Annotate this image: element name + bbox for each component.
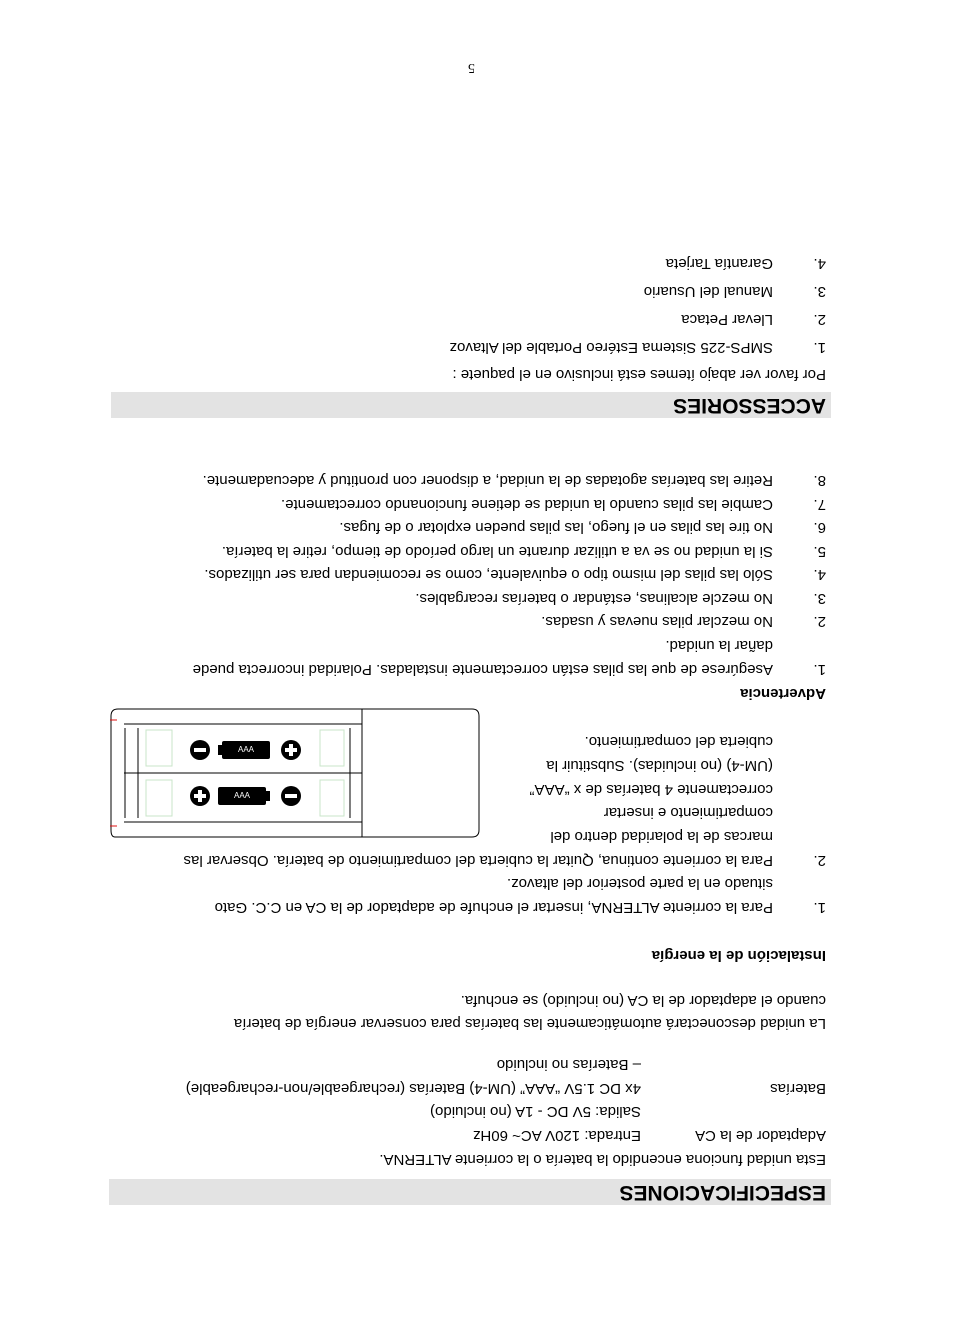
power-step1-number: 1. (813, 899, 826, 916)
warning-item-3-text: No mezcle alcalinas, estándar o baterías recargables. (415, 590, 773, 607)
battery-marking: AAA (237, 745, 255, 754)
warning-heading: Advertencia (740, 685, 826, 702)
warning-item-5-text: Si la unidad no se va a utilizar durante un largo período de tiempo, retire la batería. (221, 543, 773, 560)
warning-item-3-number: 3. (813, 590, 826, 607)
power-step2-line6: cubierta del compartimiento. (584, 733, 773, 750)
power-step2-line5: (UM-4) (no incluidas). Substituir la (546, 757, 773, 774)
accessories-heading: ACCESSORIES (673, 394, 826, 417)
warning-item-6-text: No tire las pilas en el fuego, las pilas pueden explotar o de fugas. (339, 519, 773, 536)
accessories-intro: Por favor ver abajo ítemes está inclusivo en el paquete : (452, 366, 826, 383)
warning-item-5-number: 5. (813, 543, 826, 560)
battery-marking: AAA (233, 791, 251, 800)
power-step1-line2: situado en la parte posterior del altavoz. (507, 875, 773, 892)
power-step2-line2: marcas de la polaridad dentro del (550, 828, 773, 845)
power-step1-line1: Para la corriente ALTERNA, insertar el enchufe de adaptador de la CA en C.C. Gato (214, 899, 773, 916)
accessory-2-text: Llevar Petaca (681, 311, 773, 328)
accessory-2-number: 2. (813, 311, 826, 328)
specs-note-line2: cuando el adaptador de la CA (no incluido) se enchufa. (460, 992, 826, 1009)
specs-note-line1: La unidad desconectará automáticamente las baterías para conservar energía de batería (233, 1015, 826, 1032)
aaa-battery-icon (218, 787, 270, 805)
warning-item-2-text: No mezclar pilas nuevas y usadas. (541, 613, 773, 630)
warning-item-4-text: Sólo las pilas del mismo tipo o equivalente, como se recomiendan para ser utilizados. (204, 566, 773, 583)
battery-compartment-diagram (110, 708, 480, 838)
warning-item-4-number: 4. (813, 566, 826, 583)
aaa-battery-icon (218, 741, 270, 759)
specs-intro: Esta unidad funciona encendido la batería o la corriente ALTERNA. (379, 1151, 826, 1168)
accessory-3-text: Manual del Usuario (643, 283, 773, 300)
warning-item-7-text: Cambie las pilas cuando la unidad se detiene funcionando correctamente. (281, 496, 773, 513)
warning-item-8-number: 8. (813, 472, 826, 489)
battery-label: Baterías (770, 1080, 826, 1097)
warning-item-7-number: 7. (813, 496, 826, 513)
battery-spec-line1: 4x DC 1.5V “AAA” (UM-4) Baterías (rechargeable/non-rechargeable) (185, 1080, 641, 1097)
power-step2-number: 2. (813, 852, 826, 869)
accessory-4-text: Garantía Tarjeta (665, 255, 773, 272)
page-number: 5 (468, 60, 475, 75)
warning-item-1-line2: dañar la unidad. (665, 637, 773, 654)
ac-adapter-output: Salida: 5V DC - 1A (no incluido) (430, 1103, 641, 1120)
power-step2-line3: compartimiento e insertar (603, 804, 773, 821)
ac-adapter-input: Entrada: 120V AC~ 60Hz (472, 1127, 641, 1144)
battery-row-bottom (190, 786, 301, 806)
warning-item-1-number: 1. (813, 661, 826, 678)
warning-item-2-number: 2. (813, 613, 826, 630)
warning-item-8-text: Retire las baterías agotadas de la unidad, a disponer con prontitud y adecuadamente. (202, 472, 773, 489)
specs-heading: ESPECIFICACIONES (619, 1181, 826, 1204)
power-step2-line1: Para la corriente continua, Quitar la cubierta del compartimiento de batería. Observar las (183, 852, 773, 869)
battery-spec-line2: – Baterías no incluido (496, 1056, 641, 1073)
accessory-3-number: 3. (813, 283, 826, 300)
accessory-1-number: 1. (813, 339, 826, 356)
ac-adapter-label: Adaptador de la CA (695, 1127, 826, 1144)
power-heading: Instalación de la energía (651, 947, 826, 964)
accessory-1-text: SMPS-225 Sistema Estéreo Portable del Altavoz (449, 339, 773, 356)
warning-item-1-line1: Asegúrese de que las pilas están correctamente instaladas. Polaridad incorrecta puede (192, 661, 773, 678)
power-step2-line4: correctamente 4 baterías de x “AAA” (529, 781, 773, 798)
warning-item-6-number: 6. (813, 519, 826, 536)
accessory-4-number: 4. (813, 255, 826, 272)
battery-row-top (190, 740, 301, 760)
